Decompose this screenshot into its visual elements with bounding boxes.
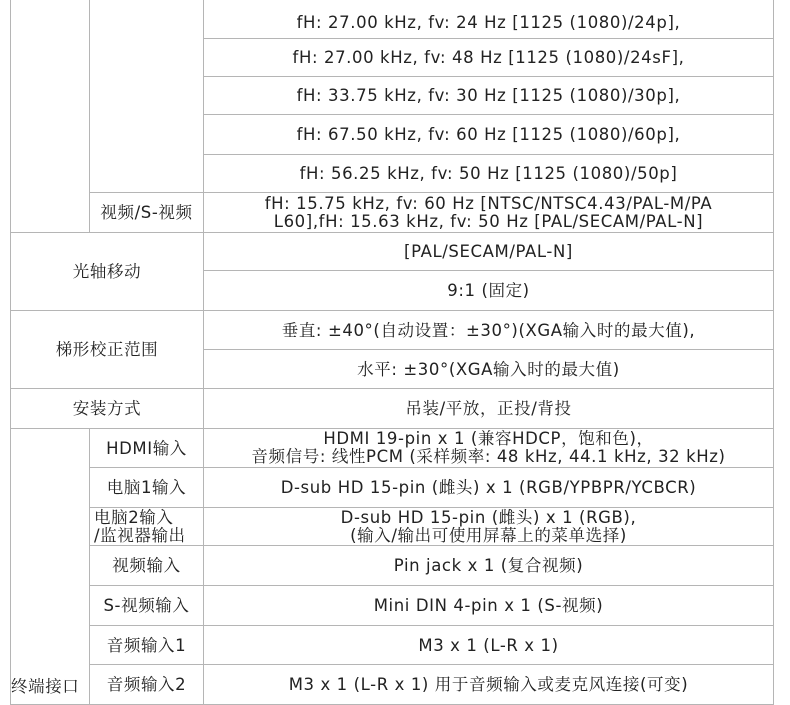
- resolution-row: fH: 27.00 kHz, fv: 24 Hz [1125 (1080)/24p],: [204, 0, 774, 39]
- terminal-label: 音频输入1: [90, 626, 204, 665]
- optical-shift-value: [PAL/SECAM/PAL-N]: [204, 233, 774, 271]
- terminal-value: D-sub HD 15-pin (雌头) x 1 (RGB), (输入/输出可使用屏幕上的菜单选择): [204, 508, 774, 546]
- resolution-row: fH: 56.25 kHz, fv: 50 Hz [1125 (1080)/50p]: [204, 155, 774, 193]
- terminal-value: Mini DIN 4-pin x 1 (S-视频): [204, 586, 774, 626]
- resolution-row: fH: 33.75 kHz, fv: 30 Hz [1125 (1080)/30p],: [204, 77, 774, 115]
- video-svideo-value: fH: 15.75 kHz, fv: 60 Hz [NTSC/NTSC4.43/PAL-M/PA L60],fH: 15.63 kHz, fv: 50 Hz [PAL/SECAM/PAL-N]: [204, 193, 774, 233]
- resolution-row: fH: 27.00 kHz, fv: 48 Hz [1125 (1080)/24sF],: [204, 39, 774, 77]
- terminal-label: 电脑2输入 /监视器输出: [90, 508, 204, 546]
- keystone-label: 梯形校正范围: [11, 311, 204, 389]
- optical-shift-label: 光轴移动: [11, 233, 204, 311]
- terminal-label: 电脑1输入: [90, 468, 204, 508]
- scan-subcategory-cell: [90, 0, 204, 193]
- terminal-value: M3 x 1 (L-R x 1) 用于音频输入或麦克风连接(可变): [204, 665, 774, 705]
- spec-table: [10, 0, 774, 705]
- terminal-value: D-sub HD 15-pin (雌头) x 1 (RGB/YPBPR/YCBCR): [204, 468, 774, 508]
- keystone-horizontal: 水平: ±30°(XGA输入时的最大值): [204, 350, 774, 389]
- resolution-row: fH: 67.50 kHz, fv: 60 Hz [1125 (1080)/60p],: [204, 115, 774, 155]
- terminal-label: 音频输入2: [90, 665, 204, 705]
- scan-category-cell: [11, 0, 90, 233]
- terminals-label: 终端接口: [11, 429, 90, 705]
- installation-label: 安装方式: [11, 389, 204, 429]
- terminal-label: S-视频输入: [90, 586, 204, 626]
- terminal-value: Pin jack x 1 (复合视频): [204, 546, 774, 586]
- terminal-label: HDMI输入: [90, 429, 204, 468]
- optical-shift-value: 9:1 (固定): [204, 271, 774, 311]
- terminal-value: M3 x 1 (L-R x 1): [204, 626, 774, 665]
- video-svideo-label: 视频/S-视频: [90, 193, 204, 233]
- terminal-value: HDMI 19-pin x 1 (兼容HDCP，饱和色)， 音频信号: 线性PCM (采样频率: 48 kHz, 44.1 kHz, 32 kHz): [204, 429, 774, 468]
- installation-value: 吊装/平放，正投/背投: [204, 389, 774, 429]
- keystone-vertical: 垂直: ±40°(自动设置：±30°)(XGA输入时的最大值),: [204, 311, 774, 350]
- terminal-label: 视频输入: [90, 546, 204, 586]
